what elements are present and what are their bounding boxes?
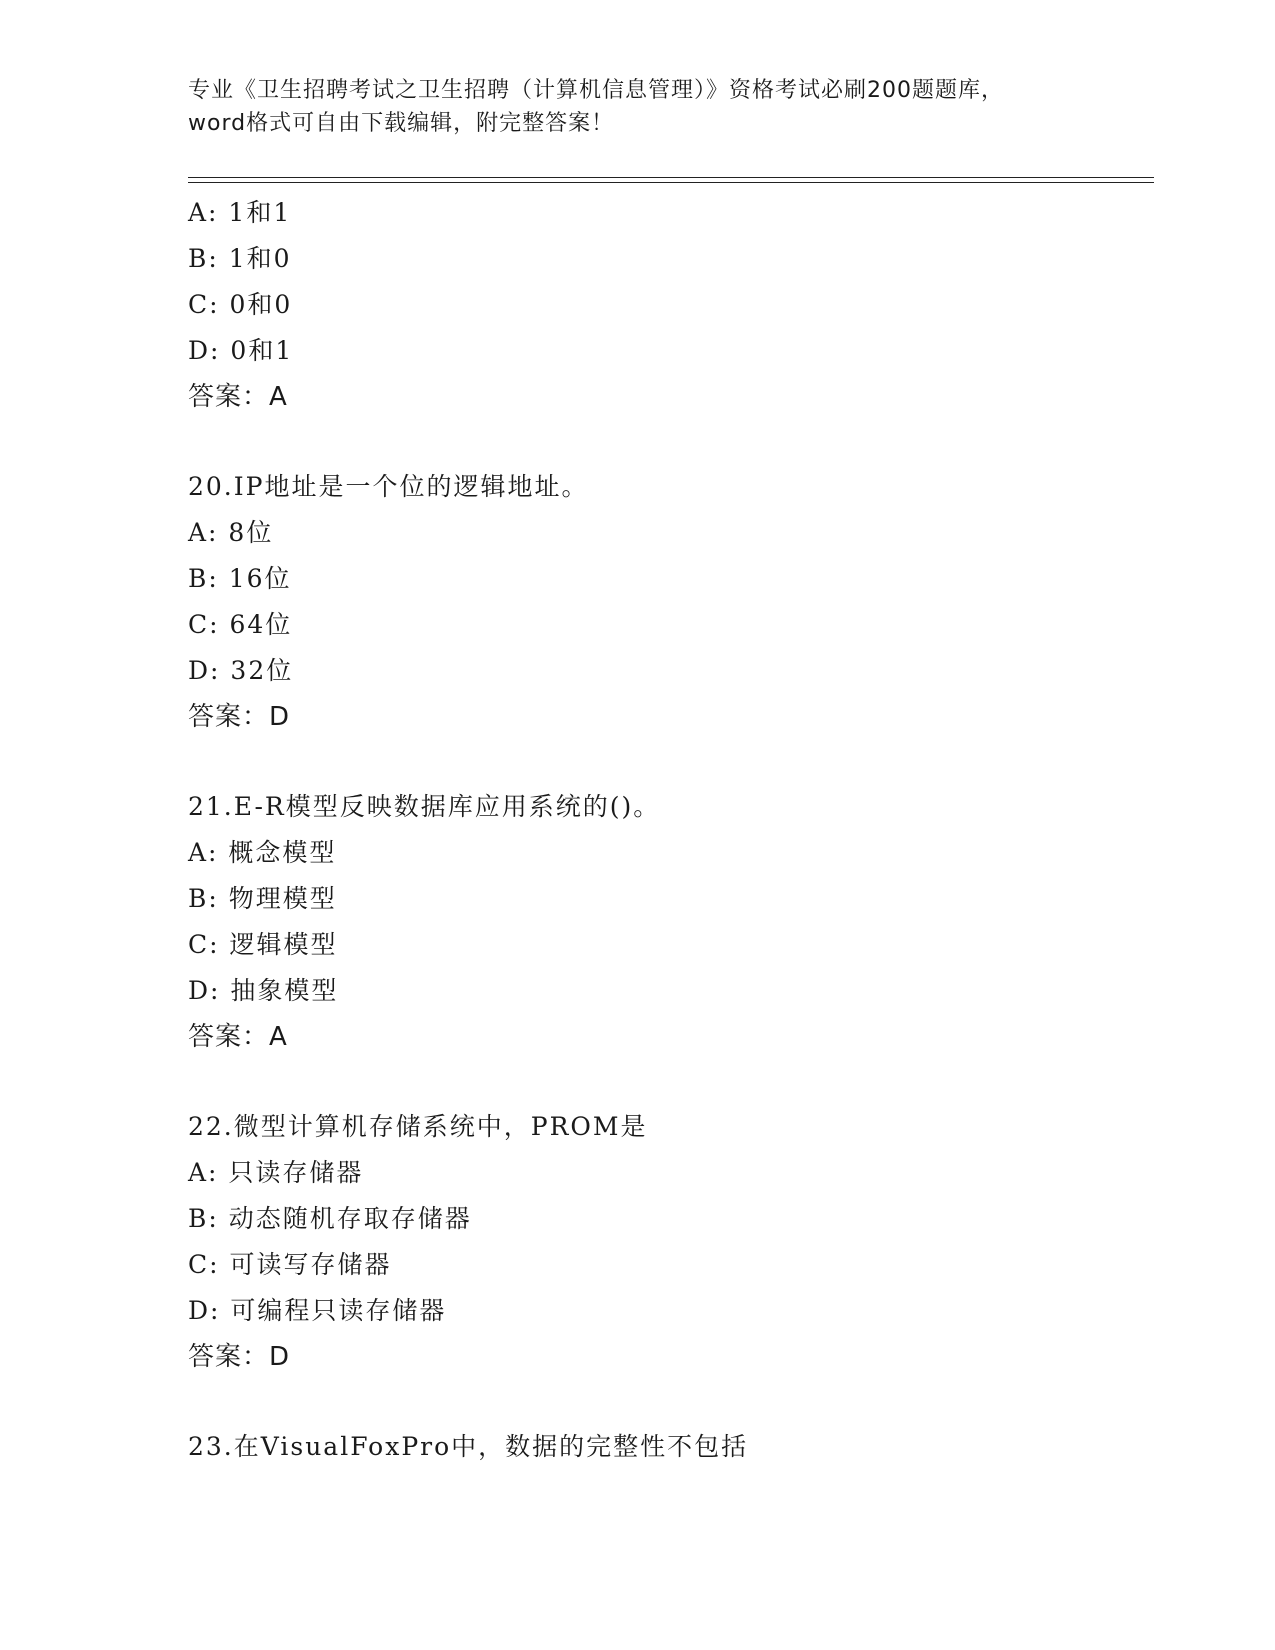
question-19-answer: 答案：A [188, 382, 288, 412]
question-19-option-b: B: 1和0 [188, 244, 292, 273]
spacer [188, 420, 1148, 464]
question-21-option-b: B: 物理模型 [188, 884, 337, 913]
question-22-option-c: C: 可读写存储器 [188, 1250, 392, 1279]
question-21-option-d: D: 抽象模型 [188, 976, 339, 1005]
header-title-line-1: 专业《卫生招聘考试之卫生招聘（计算机信息管理）》资格考试必刷200题题库， [188, 78, 1004, 103]
question-22-option-a: A: 只读存储器 [188, 1158, 364, 1187]
question-22-block [188, 1104, 1148, 1380]
question-19-option-c: C: 0和0 [188, 290, 293, 319]
question-20-block [188, 464, 1148, 740]
question-list [188, 190, 1148, 1470]
header-divider-top [188, 177, 1154, 178]
question-22-option-b: B: 动态随机存取存储器 [188, 1204, 472, 1233]
spacer [188, 1060, 1148, 1104]
document-header [188, 74, 1088, 140]
question-22-option-d: D: 可编程只读存储器 [188, 1296, 447, 1325]
header-divider-bottom [188, 182, 1154, 183]
question-23-block [188, 1424, 1148, 1470]
question-20-option-d: D: 32位 [188, 656, 294, 685]
question-22-text: 22.微型计算机存储系统中，PROM是 [188, 1112, 648, 1141]
question-23-text: 23.在VisualFoxPro中，数据的完整性不包括 [188, 1432, 749, 1461]
question-19-option-d: D: 0和1 [188, 336, 294, 365]
question-20-option-c: C: 64位 [188, 610, 293, 639]
question-20-answer: 答案：D [188, 702, 291, 732]
header-title-line-2: word格式可自由下载编辑，附完整答案！ [188, 111, 615, 136]
question-19-block [188, 190, 1148, 420]
question-19-option-a: A: 1和1 [188, 198, 292, 227]
question-21-option-a: A: 概念模型 [188, 838, 337, 867]
question-21-text: 21.E-R模型反映数据库应用系统的()。 [188, 792, 661, 821]
question-21-block [188, 784, 1148, 1060]
question-21-option-c: C: 逻辑模型 [188, 930, 338, 959]
spacer [188, 1380, 1148, 1424]
question-20-option-b: B: 16位 [188, 564, 292, 593]
question-21-answer: 答案：A [188, 1022, 288, 1052]
spacer [188, 740, 1148, 784]
question-20-option-a: A: 8位 [188, 518, 274, 547]
question-20-text: 20.IP地址是一个位的逻辑地址。 [188, 472, 589, 501]
question-22-answer: 答案：D [188, 1342, 291, 1372]
